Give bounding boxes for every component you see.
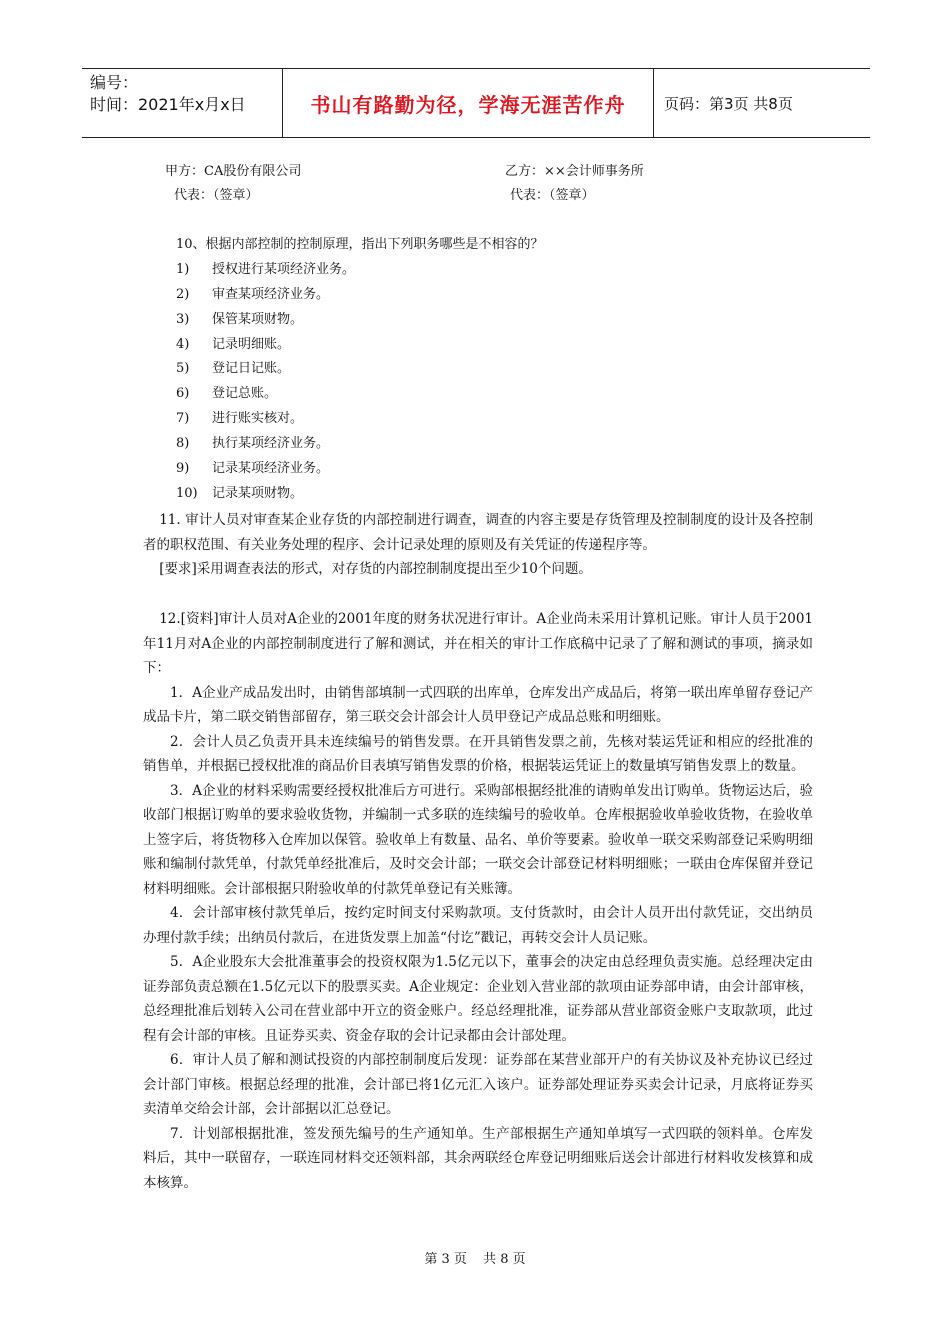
- q12-paragraph-5: 5．A企业股东大会批准董事会的投资权限为1.5亿元以下，董事会的决定由总经理负责实施。总经理决定由证券部负责总额在1.5亿元以下的股票买卖。A企业规定：企业划入营业部的款项由证券部申请，由会计部审核，总经理批准后划转入公司在营业部中开立的资金账户。经总经理批准，证券部从营业部资金账户支取款项，此过程有会计部的审核。且证券买卖、资金存取的会计记录都由会计部处理。: [143, 954, 813, 1044]
- q11-text: 11. 审计人员对审查某企业存货的内部控制进行调查，调查的内容主要是存货管理及控制制度的设计及各控制者的职权范围、有关业务处理的程序、会计记录处理的原则及有关凭证的传递程序等。: [143, 512, 813, 553]
- header-motto-cell: [282, 69, 654, 137]
- q12-paragraph-3: 3．A企业的材料采购需要经授权批准后方可进行。采购部根据经批准的请购单发出订购单。货物运达后，验收部门根据订购单的要求验收货物，并编制一式多联的连续编号的验收单。仓库根据验收单验收货物，在验收单上签字后，将货物移入仓库加以保管。验收单上有数量、品名、单价等要素。验收单一联交采购部登记采购明细账和编制付款凭单，付款凭单经批准后，及时交会计部；一联交会计部登记材料明细账；一联由仓库保留并登记材料明细账。会计部根据只附验收单的付款凭单登记有关账簿。: [143, 782, 813, 897]
- footer-page: 第 3 页: [424, 1252, 467, 1267]
- list-item: 10) 记录某项财物。: [176, 486, 304, 501]
- list-item: 5) 登记日记账。: [176, 361, 291, 376]
- q12-section: [143, 607, 813, 1195]
- list-item: 6) 登记总账。: [176, 386, 278, 401]
- rep-b: 代表：（签章）: [510, 188, 595, 203]
- list-item: 8) 执行某项经济业务。: [176, 436, 330, 451]
- header-page-cell: [654, 69, 870, 137]
- party-a: 甲方：CA股份有限公司: [165, 164, 302, 179]
- number-label: 编号：: [90, 73, 139, 92]
- list-item: 4) 记录明细账。: [176, 337, 291, 352]
- page-label: 页码：第3页 共8页: [664, 94, 793, 113]
- list-item: 3) 保管某项财物。: [176, 312, 304, 327]
- q11-section: [143, 508, 813, 582]
- footer-total: 共 8 页: [483, 1252, 526, 1267]
- list-item: 7) 进行账实核对。: [176, 411, 304, 426]
- q12-paragraph-4: 4．会计部审核付款凭单后，按约定时间支付采购款项。支付货款时，由会计人员开出付款凭证，交出纳员办理付款手续；出纳员付款后，在进货发票上加盖“付讫”戳记，再转交会计人员记账。: [143, 905, 813, 946]
- motto: 书山有路勤为径，学海无涯苦作舟: [310, 92, 626, 117]
- list-item: 2) 审查某项经济业务。: [176, 287, 330, 302]
- q12-intro: 12.[资料]审计人员对A企业的2001年度的财务状况进行审计。A企业尚未采用计算机记账。审计人员于2001年11月对A企业的内部控制制度进行了解和测试，并在相关的审计工作底稿中记录了了解和测试的事项，摘录如下：: [143, 611, 813, 676]
- rep-a: 代表：（签章）: [174, 188, 259, 203]
- q12-paragraph-7: 7．计划部根据批准，签发预先编号的生产通知单。生产部根据生产通知单填写一式四联的领料单。仓库发料后，其中一联留存，一联连同材料交还领料部，其余两联经仓库登记明细账后送会计部进行材料收发核算和成本核算。: [143, 1125, 813, 1191]
- page-footer: [0, 1248, 950, 1267]
- date-label: 时间：2021年x月x日: [90, 95, 246, 114]
- q12-paragraph-6: 6．审计人员了解和测试投资的内部控制制度后发现：证券部在某营业部开户的有关协议及补充协议已经过会计部门审核。根据总经理的批准，会计部已将1亿元汇入该户。证券部处理证券买卖会计记录，月底将证券买卖清单交给会计部，会计部据以汇总登记。: [143, 1052, 813, 1117]
- q10-title: 10、根据内部控制的控制原理，指出下列职务哪些是不相容的？: [176, 237, 544, 252]
- q11-requirement: [要求]采用调查表法的形式，对存货的内部控制制度提出至少10个问题。: [159, 561, 592, 577]
- q12-paragraph-1: 1．A企业产成品发出时，由销售部填制一式四联的出库单，仓库发出产成品后，将第一联出库单留存登记产成品卡片，第二联交销售部留存，第三联交会计部会计人员甲登记产成品总账和明细账。: [143, 684, 813, 725]
- page-header: [82, 68, 870, 138]
- party-b: 乙方：××会计师事务所: [505, 164, 644, 179]
- list-item: 9) 记录某项经济业务。: [176, 461, 330, 476]
- header-meta: [82, 69, 282, 137]
- list-item: 1) 授权进行某项经济业务。: [176, 262, 356, 277]
- q12-paragraph-2: 2．会计人员乙负责开具未连续编号的销售发票。在开具销售发票之前，先核对装运凭证和相应的经批准的销售单，并根据已授权批准的商品价目表填写销售发票的价格，根据装运凭证上的数量填写销售发票上的数量。: [143, 733, 813, 774]
